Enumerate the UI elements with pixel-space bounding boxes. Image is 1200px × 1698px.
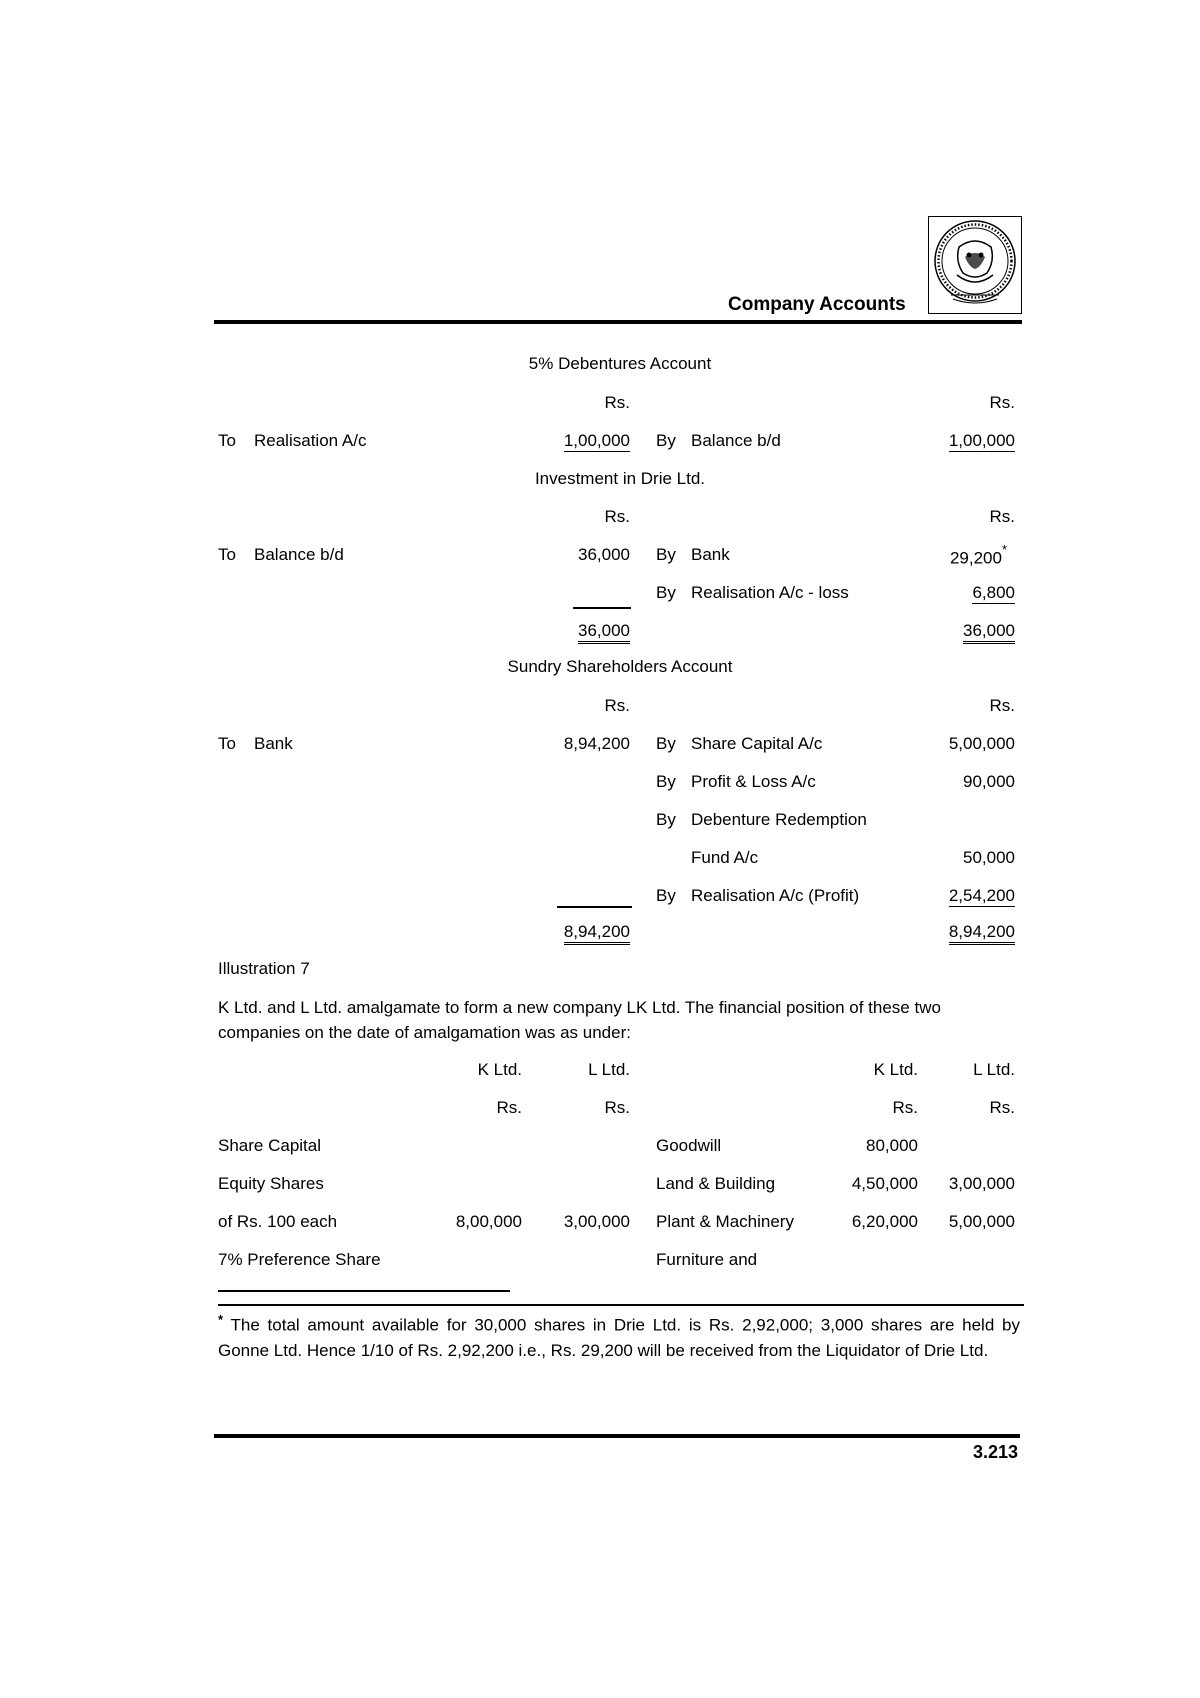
shareholders-by-amount-2: 90,000 [963,772,1015,791]
shareholders-to-label: To [218,734,236,753]
debentures-rs-right: Rs. [989,393,1015,412]
investment-to-amount: 36,000 [578,545,630,564]
debentures-by-label: By [656,431,676,450]
bs-right-k-1: 80,000 [866,1136,918,1155]
rs-k-right: Rs. [892,1098,918,1117]
footnote-reference-marker: * [1001,542,1007,557]
shareholders-by-label-5: By [656,886,676,905]
shareholders-by-amount-5: 2,54,200 [948,886,1015,905]
page-number: 3.213 [972,1442,1018,1462]
debentures-by-particular: Balance b/d [691,431,781,450]
bs-left-k-3: 8,00,000 [455,1212,522,1231]
investment-by-label-1: By [656,545,676,564]
investment-total-left: 36,000 [578,621,630,644]
bs-right-label-1: Goodwill [656,1136,722,1155]
bs-left-l-3: 3,00,000 [563,1212,630,1231]
illustration-text: K Ltd. and L Ltd. amalgamate to form a new company LK Ltd. The financial position of these two companies on the date of amalgamation was as under: [218,998,941,1042]
footnote-text: The total amount available for 30,000 shares in Drie Ltd. is Rs. 2,92,000; 3,000 shares are held by Gonne Ltd. Hence 1/10 of Rs. 2,92,200 i.e., Rs. 29,200 will be received from the Liquidator of Drie Ltd. [218,1315,1020,1360]
col-l-left: L Ltd. [588,1060,630,1079]
shareholders-by-particular-2: Profit & Loss A/c [691,772,816,791]
shareholders-to-amount: 8,94,200 [563,734,630,753]
shareholders-subtotal-rule [557,906,632,908]
investment-subtotal-rule [573,607,631,609]
footnote-separator-short [218,1290,510,1292]
col-k-left: K Ltd. [477,1060,522,1079]
footnote [218,1307,1020,1363]
shareholders-by-particular-4: Fund A/c [691,848,759,867]
shareholders-by-amount-1: 5,00,000 [948,734,1015,753]
col-k-right: K Ltd. [873,1060,918,1079]
institute-emblem [928,216,1022,314]
shareholders-account-title: Sundry Shareholders Account [507,657,733,676]
emblem-seal-icon [929,217,1021,313]
shareholders-to-particular: Bank [254,734,293,753]
bs-right-label-4: Furniture and [656,1250,758,1269]
rs-k-left: Rs. [496,1098,522,1117]
bs-left-label-4: 7% Preference Share [218,1250,381,1269]
illustration-heading: Illustration 7 [218,959,310,978]
bs-left-label-3: of Rs. 100 each [218,1212,338,1231]
debentures-to-amount: 1,00,000 [563,431,630,450]
footnote-separator-long [218,1304,1024,1306]
bs-left-label-2: Equity Shares [218,1174,324,1193]
bs-right-l-2: 3,00,000 [948,1174,1015,1193]
shareholders-total-right: 8,94,200 [949,922,1015,945]
debentures-rs-left: Rs. [604,393,630,412]
rs-l-right: Rs. [989,1098,1015,1117]
running-header-title: Company Accounts [728,294,906,315]
shareholders-by-amount-4: 50,000 [963,848,1015,867]
bs-right-l-3: 5,00,000 [948,1212,1015,1231]
shareholders-rs-right: Rs. [989,696,1015,715]
shareholders-by-label-3: By [656,810,676,829]
shareholders-by-label-1: By [656,734,676,753]
investment-by-amount-1: 29,200 [949,548,1002,568]
debentures-account-title: 5% Debentures Account [528,354,712,373]
rs-l-left: Rs. [604,1098,630,1117]
investment-to-particular: Balance b/d [254,545,344,564]
investment-by-amount-2: 6,800 [972,583,1015,602]
investment-total-right: 36,000 [963,621,1015,644]
bs-right-k-3: 6,20,000 [851,1212,918,1231]
bs-left-label-1: Share Capital [218,1136,322,1155]
shareholders-by-particular-1: Share Capital A/c [691,734,823,753]
investment-by-particular-1: Bank [691,545,730,564]
header-rule [214,320,1022,324]
investment-rs-left: Rs. [604,507,630,526]
shareholders-total-left: 8,94,200 [564,922,630,945]
investment-to-label: To [218,545,236,564]
shareholders-rs-left: Rs. [604,696,630,715]
debentures-to-label: To [218,431,236,450]
shareholders-by-particular-5: Realisation A/c (Profit) [691,886,860,905]
investment-account-title: Investment in Drie Ltd. [534,469,706,488]
debentures-by-amount: 1,00,000 [948,431,1015,450]
shareholders-by-particular-3: Debenture Redemption [691,810,867,829]
bs-right-k-2: 4,50,000 [851,1174,918,1193]
footnote-marker: * [218,1312,224,1327]
shareholders-by-label-2: By [656,772,676,791]
investment-by-label-2: By [656,583,676,602]
col-l-right: L Ltd. [973,1060,1015,1079]
bs-right-label-3: Plant & Machinery [656,1212,794,1231]
debentures-to-particular: Realisation A/c [254,431,367,450]
investment-by-particular-2: Realisation A/c - loss [691,583,849,602]
bs-right-label-2: Land & Building [656,1174,776,1193]
footer-rule [214,1434,1020,1438]
investment-rs-right: Rs. [989,507,1015,526]
